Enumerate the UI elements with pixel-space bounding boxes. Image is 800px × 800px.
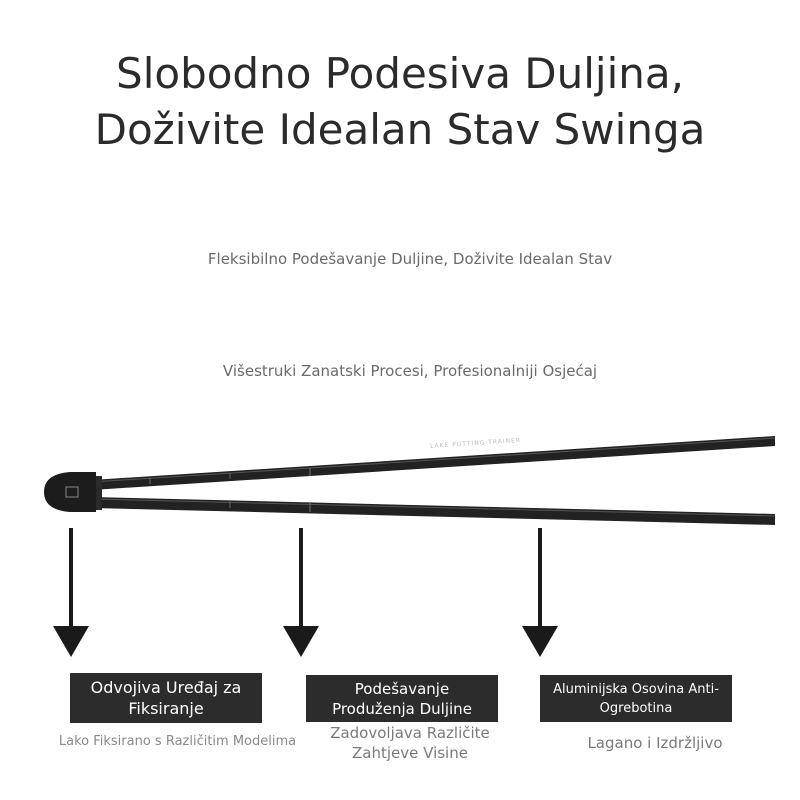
- feature-label-aluminium-shaft: Aluminijska Osovina Anti-Ogrebotina: [540, 675, 732, 722]
- title-line-2: Doživite Idealan Stav Swinga: [94, 105, 706, 154]
- arrow-down-icon: [522, 528, 558, 657]
- subtitle-2: Višestruki Zanatski Procesi, Profesionalniji Osjećaj: [222, 362, 598, 380]
- feature-label-length-extension: Podešavanje Produženja Duljine: [306, 675, 498, 722]
- feature-note-fixing-device: Lako Fiksirano s Različitim Modelima: [58, 734, 297, 749]
- fixing-cap: [44, 472, 102, 512]
- feature-note-aluminium-shaft: Lagano i Izdržljivo: [587, 734, 723, 752]
- lower-rod: [92, 497, 775, 525]
- feature-label-fixing-device: Odvojiva Uređaj za Fiksiranje: [70, 673, 262, 723]
- title-line-1: Slobodno Podesiva Duljina,: [116, 49, 684, 98]
- feature-note-length-extension: Zadovoljava Različite Zahtjeve Visine: [330, 724, 490, 762]
- rod-label-upper: LAKE PUTTING TRAINER: [429, 437, 522, 450]
- arrow-down-icon: [283, 528, 319, 657]
- subtitle-1: Fleksibilno Podešavanje Duljine, Doživite Idealan Stav: [207, 250, 613, 268]
- arrow-down-icon: [53, 528, 89, 657]
